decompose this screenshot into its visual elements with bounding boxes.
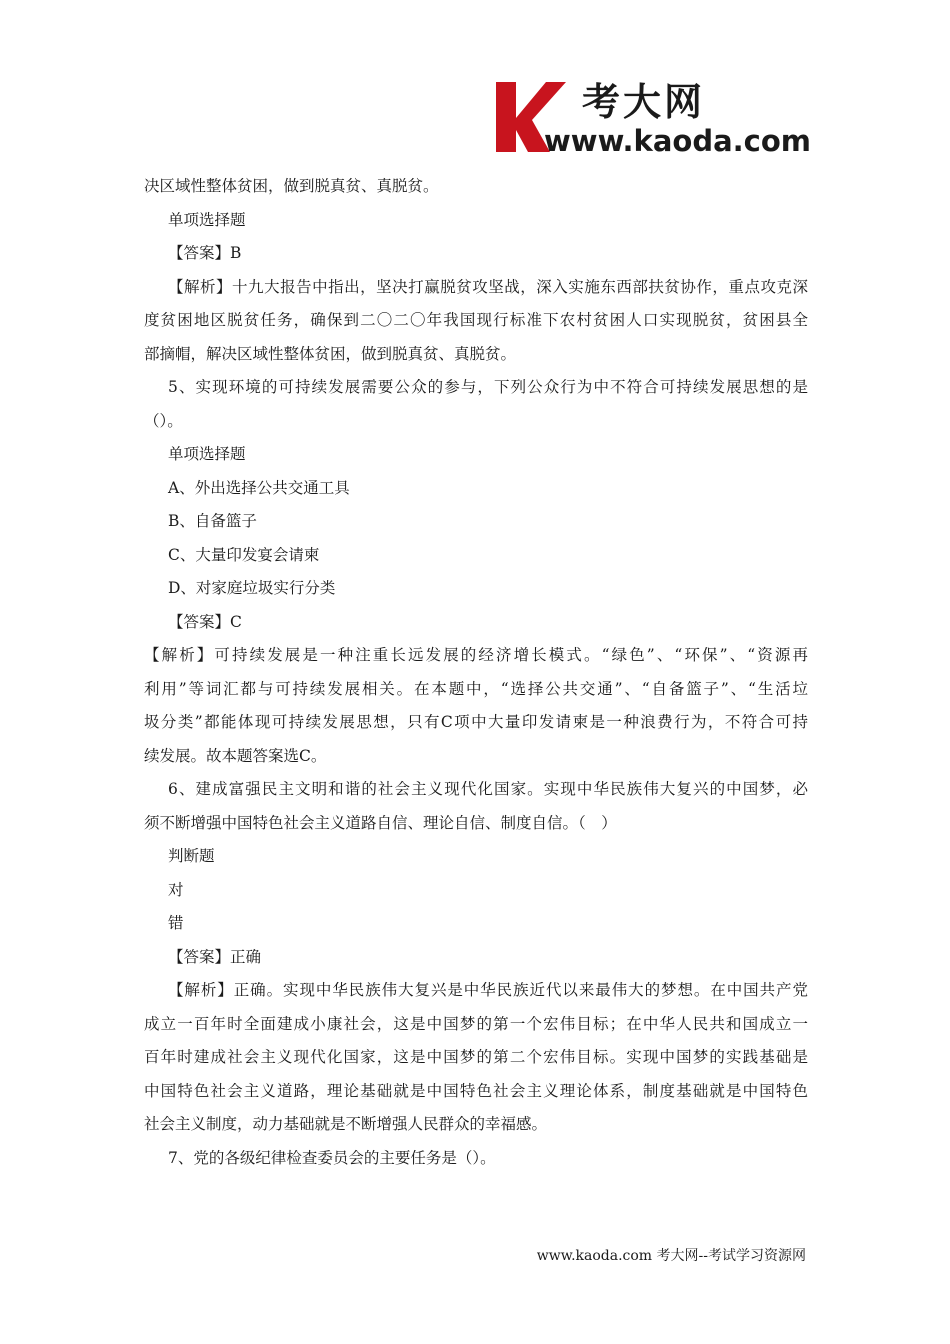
text-line: 【解析】正确。实现中华民族伟大复兴是中华民族近代以来最伟大的梦想。在中国共产党 — [168, 981, 808, 999]
text-line: 【解析】十九大报告中指出，坚决打赢脱贫攻坚战，深入实施东西部扶贫协作，重点攻克深 — [168, 277, 808, 296]
text-line: 【解析】可持续发展是一种注重长远发展的经济增长模式。“绿色”、“环保”、“资源再 — [144, 646, 808, 664]
text-line: C、大量印发宴会请柬 — [168, 545, 320, 564]
text-line: 中国特色社会主义道路，理论基础就是中国特色社会主义理论体系，制度基础就是中国特色 — [144, 1081, 808, 1100]
text-line: 利用”等词汇都与可持续发展相关。在本题中，“选择公共交通”、“自备篮子”、“生活垃 — [144, 679, 808, 698]
text-line: A、外出选择公共交通工具 — [168, 478, 350, 497]
text-line: 【答案】正确 — [168, 947, 262, 966]
logo-text: 考大网 — [582, 80, 706, 124]
document-body — [144, 170, 808, 1175]
text-line: 成立一百年时全面建成小康社会，这是中国梦的第一个宏伟目标；在中华人民共和国成立一 — [144, 1014, 808, 1033]
text-line: 错 — [168, 914, 184, 932]
logo-url: www.kaoda.com — [544, 124, 811, 158]
text-line: D、对家庭垃圾实行分类 — [168, 579, 336, 597]
text-line: 【答案】B — [168, 244, 242, 262]
text-line: 5、实现环境的可持续发展需要公众的参与，下列公众行为中不符合可持续发展思想的是 — [168, 378, 808, 396]
text-line: 百年时建成社会主义现代化国家，这是中国梦的第二个宏伟目标。实现中国梦的实践基础是 — [144, 1048, 808, 1066]
text-line: 决区域性整体贫困，做到脱真贫、真脱贫。 — [144, 177, 439, 195]
text-line: 单项选择题 — [168, 210, 246, 229]
text-line: 【答案】C — [168, 612, 242, 631]
text-line: 单项选择题 — [168, 445, 246, 463]
text-line: 7、党的各级纪律检查委员会的主要任务是（）。 — [168, 1148, 496, 1167]
text-line: 度贫困地区脱贫任务，确保到二〇二〇年我国现行标准下农村贫困人口实现脱贫，贫困县全 — [144, 311, 808, 329]
text-line: 部摘帽，解决区域性整体贫困，做到脱真贫、真脱贫。 — [144, 344, 517, 363]
text-line: 社会主义制度，动力基础就是不断增强人民群众的幸福感。 — [144, 1115, 548, 1133]
text-line: （）。 — [144, 411, 183, 430]
text-line: 续发展。故本题答案选C。 — [144, 746, 327, 765]
text-line: 圾分类”都能体现可持续发展思想，只有C项中大量印发请柬是一种浪费行为，不符合可持 — [144, 713, 808, 731]
text-line: 6、建成富强民主文明和谐的社会主义现代化国家。实现中华民族伟大复兴的中国梦，必 — [168, 780, 808, 798]
text-line: 对 — [168, 880, 184, 899]
text-line: 判断题 — [168, 847, 215, 865]
text-line: B、自备篮子 — [168, 512, 257, 530]
page-footer: www.kaoda.com 考大网--考试学习资源网 — [536, 1248, 806, 1264]
site-logo[interactable] — [490, 78, 810, 160]
text-line: 须不断增强中国特色社会主义道路自信、理论自信、制度自信。（ ） — [144, 813, 617, 832]
